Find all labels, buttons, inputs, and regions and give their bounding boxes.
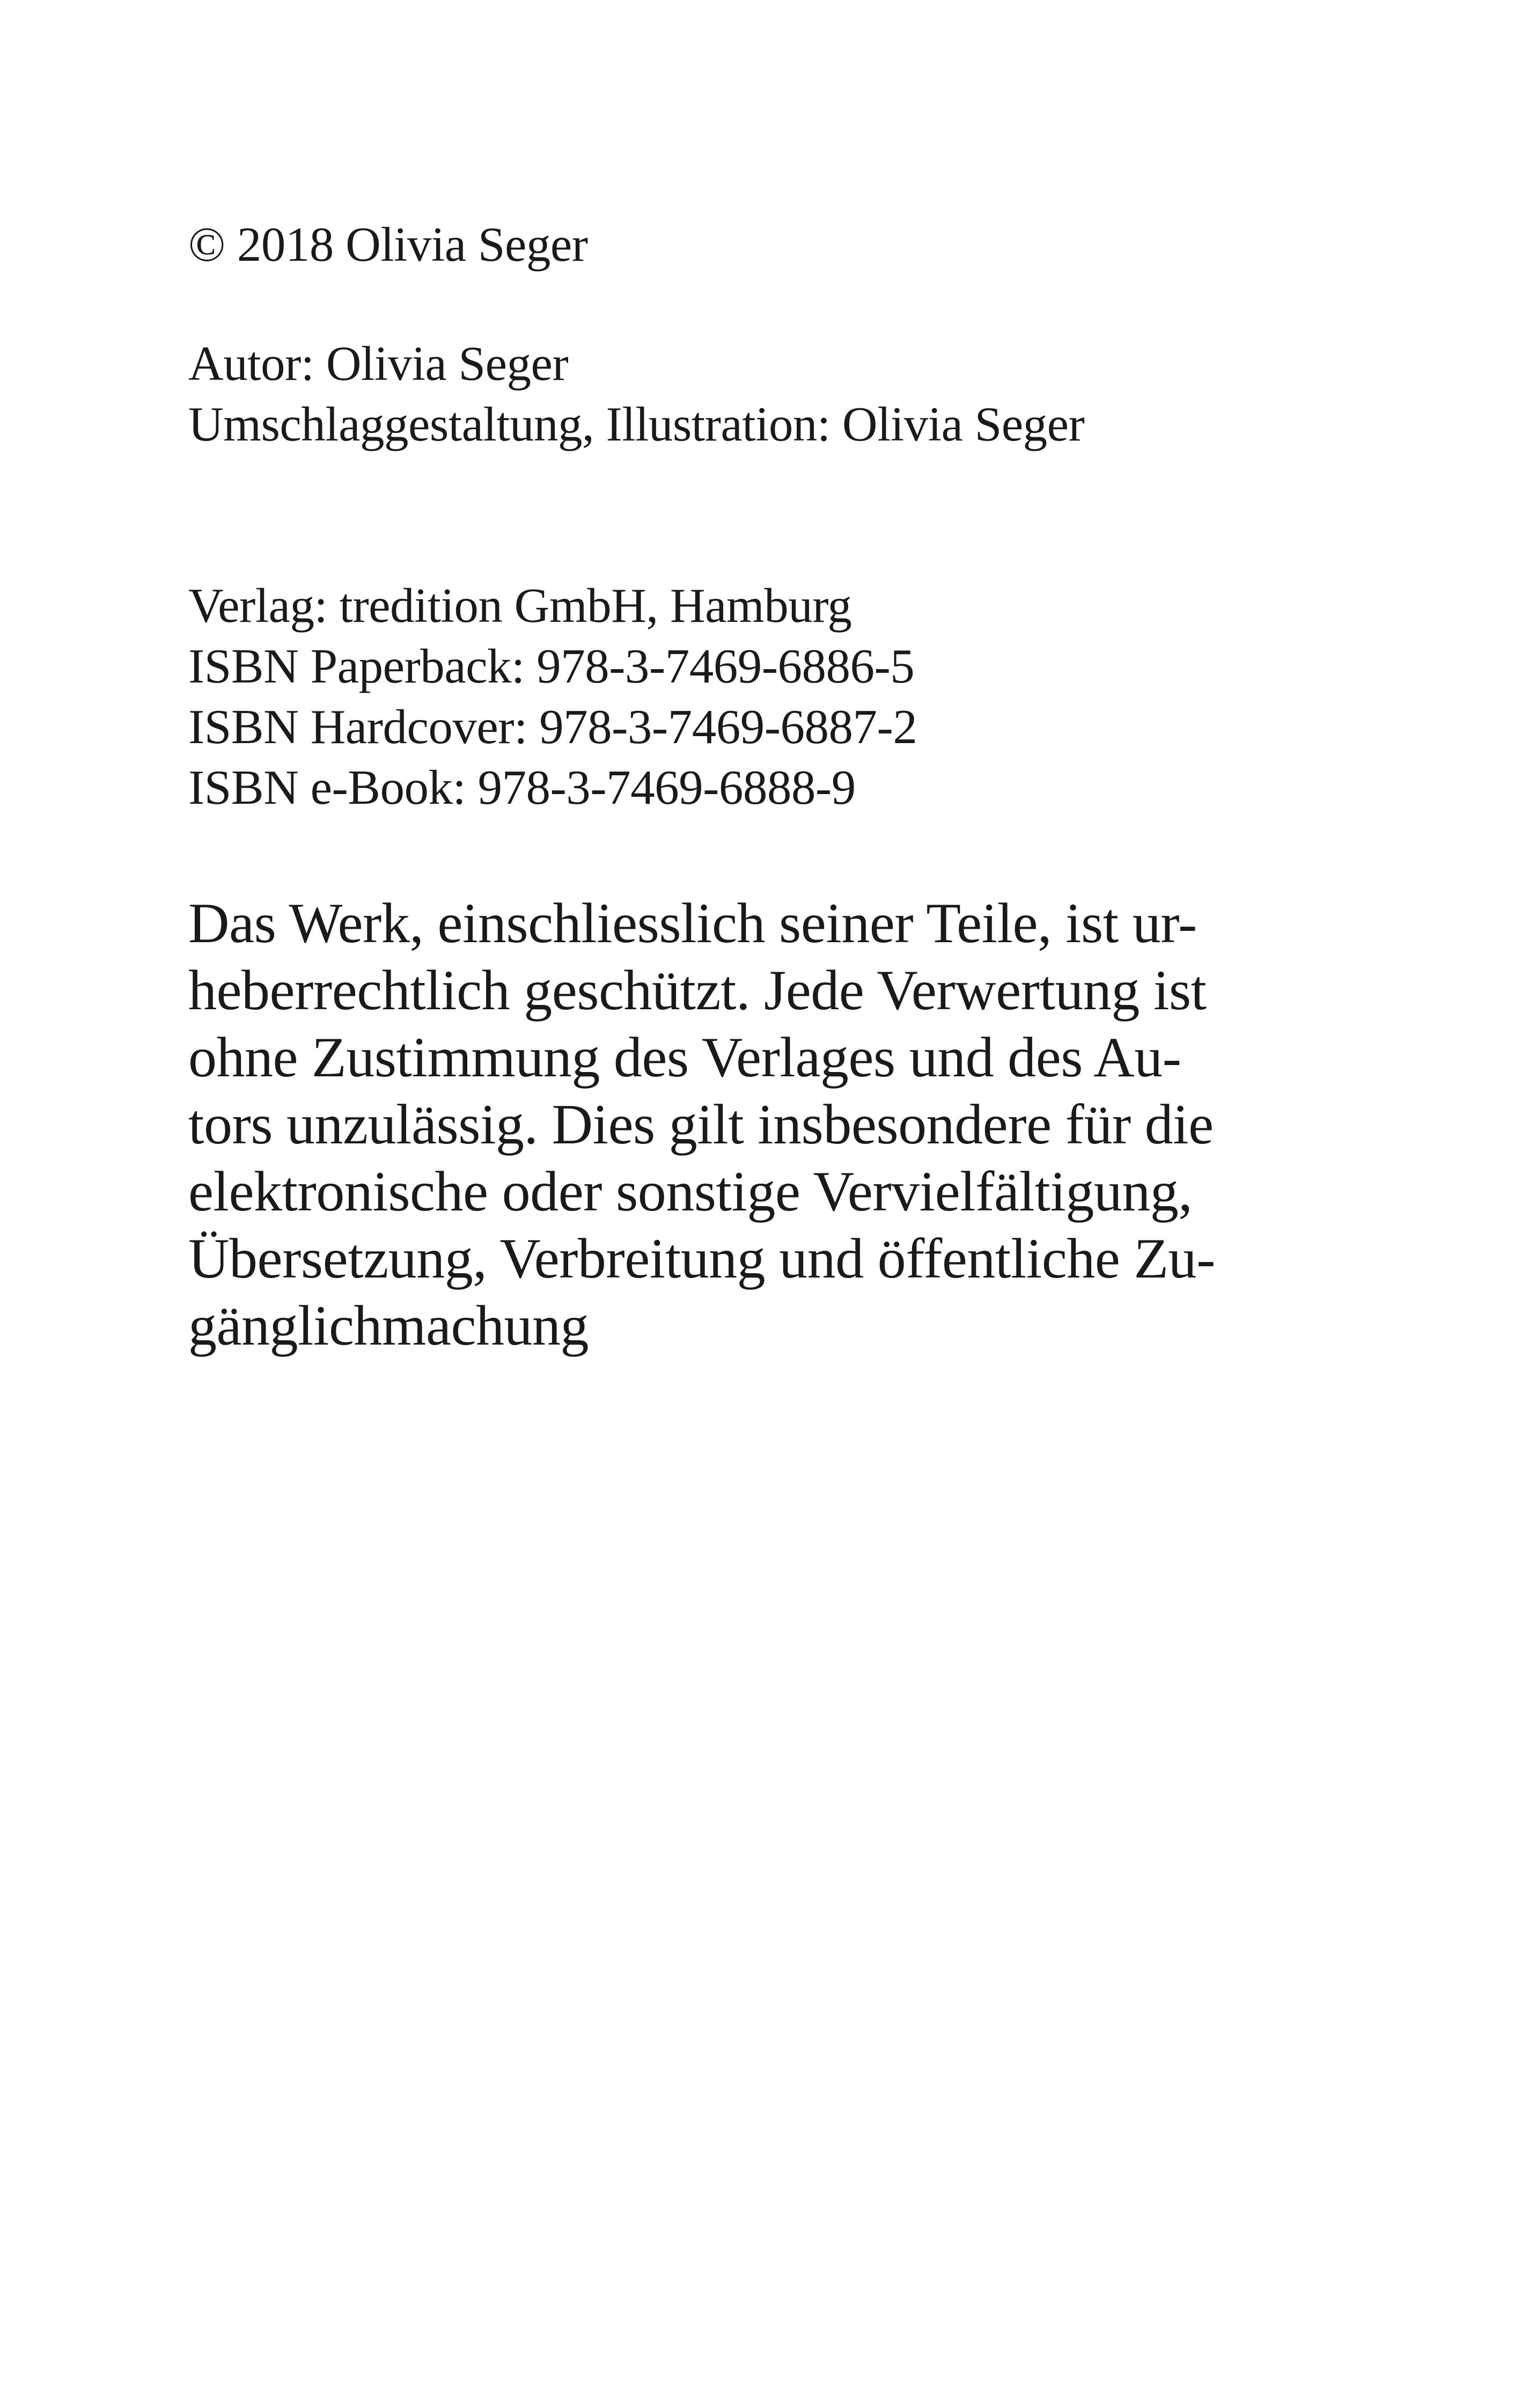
legal-notice-line: Das Werk, einschliesslich seiner Teile, ist ur- bbox=[188, 892, 1197, 955]
legal-notice-line: elektronische oder sonstige Vervielfältigung, bbox=[188, 1160, 1193, 1223]
legal-notice-line: Übersetzung, Verbreitung und öffentliche Zu- bbox=[188, 1227, 1215, 1290]
legal-notice-line: gänglichmachung bbox=[188, 1294, 589, 1357]
isbn-ebook-line: ISBN e-Book: 978-3-7469-6888-9 bbox=[188, 760, 856, 814]
isbn-hardcover-line: ISBN Hardcover: 978-3-7469-6887-2 bbox=[188, 700, 917, 754]
copyright-line: © 2018 Olivia Seger bbox=[188, 217, 588, 271]
author-line: Autor: Olivia Seger bbox=[188, 336, 569, 391]
isbn-paperback-line: ISBN Paperback: 978-3-7469-6886-5 bbox=[188, 639, 915, 693]
publisher-line: Verlag: tredition GmbH, Hamburg bbox=[188, 578, 852, 633]
legal-notice-line: ohne Zustimmung des Verlages und des Au- bbox=[188, 1026, 1181, 1089]
cover-design-line: Umschlaggestaltung, Illustration: Olivia Seger bbox=[188, 397, 1085, 451]
legal-notice-line: tors unzulässig. Dies gilt insbesondere für die bbox=[188, 1093, 1214, 1156]
legal-notice-line: heberrechtlich geschützt. Jede Verwertung ist bbox=[188, 959, 1207, 1022]
